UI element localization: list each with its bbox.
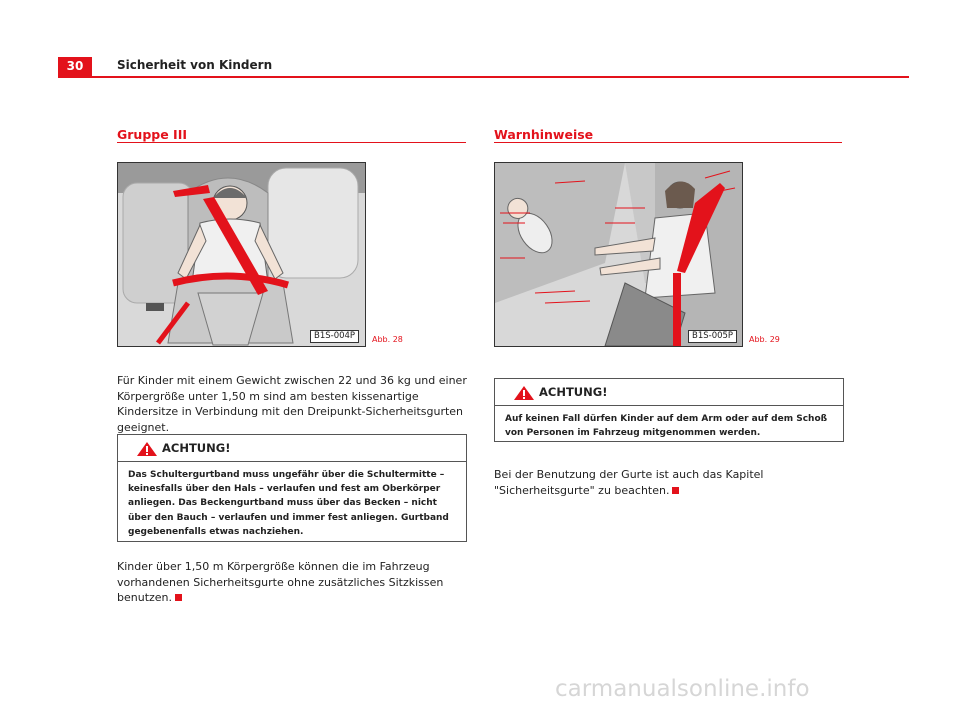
warning-text-right: Auf keinen Fall dürfen Kinder auf dem Arm oder auf dem Schoß von Personen im Fahrzeug mitgenommen werden. <box>505 414 828 439</box>
warning-triangle-icon <box>136 441 158 457</box>
child-booster-seat-illustration <box>117 162 366 347</box>
section-title-gruppe-iii: Gruppe III <box>117 127 188 142</box>
watermark: carmanualsonline.info <box>555 676 810 702</box>
paragraph-gruppe-iii: Für Kinder mit einem Gewicht zwischen 22 und 36 kg und einer Körpergröße unter 1,50 m sind am besten kissenartige Kindersitze in Verbindung mit den Dreipunkt-Sicherheitsgurten geeignet. <box>117 374 467 434</box>
warning-box-right <box>494 378 844 442</box>
warning-title-left: ACHTUNG! <box>162 441 231 455</box>
warning-text-left: Das Schultergurtband muss ungefähr über die Schultermitte – keinesfalls über den Hals – verlaufen und fest am Oberkörper anliegen. Das Beckengurtband muss über das Becken – nicht über den Bauch – verlaufen und immer fest anliegen. Gurtband gegebenenfalls etwas nachziehen. <box>128 470 449 537</box>
warning-triangle-icon <box>513 385 535 401</box>
warning-header-left <box>118 435 466 462</box>
header-divider <box>58 76 909 78</box>
figure-code-right: B1S-005P <box>688 330 737 343</box>
end-of-section-marker <box>672 487 679 494</box>
paragraph-gurte-hinweis-text: Bei der Benutzung der Gurte ist auch das Kapitel "Sicherheitsgurte" zu beachten. <box>494 468 764 497</box>
section-divider-right <box>494 142 842 143</box>
warning-box-left <box>117 434 467 542</box>
section-divider-left <box>117 142 466 143</box>
end-of-section-marker <box>175 594 182 601</box>
figure-label-abb-29: Abb. 29 <box>749 335 780 344</box>
figure-label-abb-28: Abb. 28 <box>372 335 403 344</box>
page-number: 30 <box>58 57 92 76</box>
child-on-lap-illustration <box>494 162 743 347</box>
figure-code-left: B1S-004P <box>310 330 359 343</box>
section-title-warnhinweise: Warnhinweise <box>494 127 594 142</box>
warning-title-right: ACHTUNG! <box>539 385 608 399</box>
paragraph-over-150cm <box>117 559 467 606</box>
page-header-title: Sicherheit von Kindern <box>117 58 273 72</box>
paragraph-over-150cm-text: Kinder über 1,50 m Körpergröße können die im Fahrzeug vorhandenen Sicherheitsgurte ohne zusätzliches Sitzkissen benutzen. <box>117 560 444 604</box>
paragraph-gurte-hinweis <box>494 467 844 498</box>
warning-header-right <box>495 379 843 406</box>
